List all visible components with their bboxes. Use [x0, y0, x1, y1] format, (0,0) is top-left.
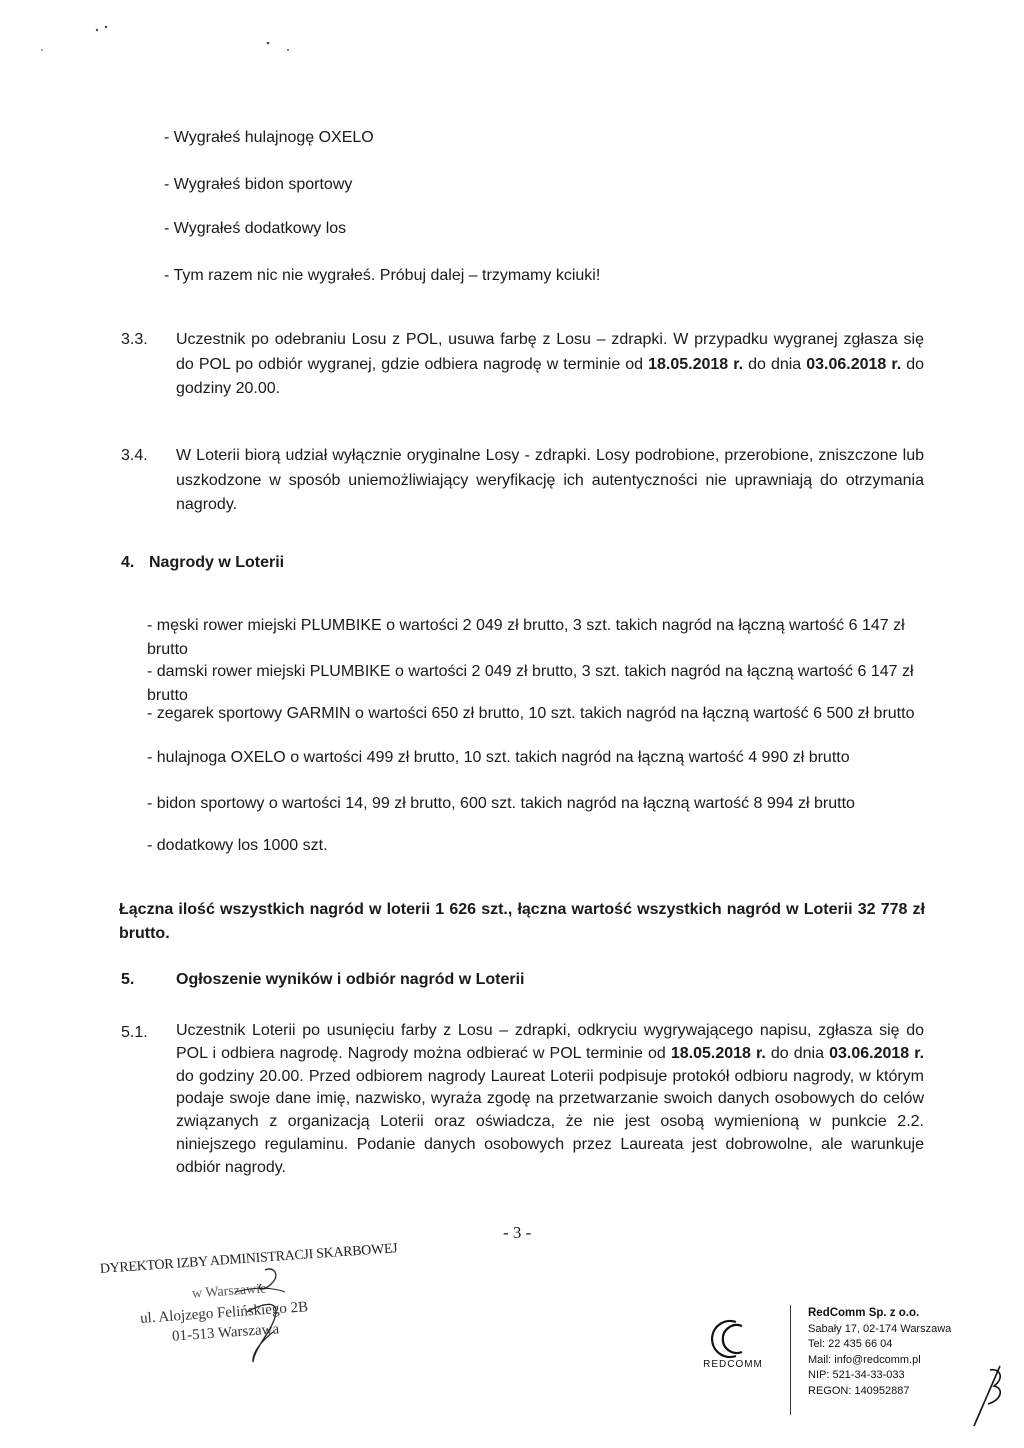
company-regon: REGON: 140952887	[808, 1384, 910, 1397]
section-heading: Ogłoszenie wyników i odbiór nagród w Loterii	[176, 971, 525, 988]
prize-item: - bidon sportowy o wartości 14, 99 zł brutto, 600 szt. takich nagród na łączną wartość 8 994 zł brutto	[147, 795, 855, 812]
official-stamp	[99, 1241, 398, 1370]
section-number: 3.3.	[121, 331, 148, 348]
section-5-1-text: Uczestnik Loterii po usunięciu farby z Losu – zdrapki, odkryciu wygrywającego napisu, zgłasza się do POL i odbiera nagrodę. Nagrody można odbierać w POL terminie od 18.05.2018 r. do dnia 03.06.2018 r. do godziny 20.00. Przed odbiorem nagrody Laureat Loterii podpisuje protokół odbioru nagrody, w którym podaje swoje dane imię, nazwisko, wyraża zgodę na przetwarzanie swoich danych osobowych do celów związanych z organizacją Loterii oraz oświadcza, że nie jest osobą wymienioną w punkcie 2.2. niniejszego regulaminu. Podanie danych osobowych przez Laureata jest dobrowolne, ale warunkuje odbiór nagrody.	[176, 1022, 925, 1176]
page-number: - 3 -	[503, 1223, 532, 1242]
scan-specks	[0, 0, 400, 60]
company-info	[808, 1306, 951, 1399]
prizes-total: Łączna ilość wszystkich nagród w loterii 1 626 szt., łączna wartość wszystkich nagród w Loterii 32 778 zł brutto.	[119, 901, 925, 942]
list-item: - Wygrałeś dodatkowy los	[164, 220, 347, 237]
section-number: 4.	[121, 554, 135, 571]
stamp-line: w Warszawie	[191, 1281, 267, 1302]
section-number: 5.1.	[121, 1024, 148, 1041]
section-number: 3.4.	[121, 447, 148, 464]
handwritten-signature	[225, 1262, 295, 1372]
company-mail: Mail: info@redcomm.pl	[808, 1353, 921, 1366]
stamp-line: DYREKTOR IZBY ADMINISTRACJI SKARBOWEJ	[99, 1241, 398, 1277]
logo-wordmark: REDCOMM	[703, 1359, 763, 1368]
stamp-line: ul. Alojzego Felińskiego 2B	[139, 1299, 309, 1327]
divider	[790, 1305, 791, 1415]
prize-item: - hulajnoga OXELO o wartości 499 zł brutto, 10 szt. takich nagród na łączną wartość 4 990 zł brutto	[147, 749, 850, 766]
company-name: RedComm Sp. z o.o.	[808, 1307, 920, 1319]
prize-item: - damski rower miejski PLUMBIKE o wartości 2 049 zł brutto, 3 szt. takich nagród na łączną wartość 6 147 zł brutto	[147, 663, 914, 704]
prize-item: - zegarek sportowy GARMIN o wartości 650 zł brutto, 10 szt. takich nagród na łączną wartość 6 500 zł brutto	[147, 705, 915, 722]
prize-item: - męski rower miejski PLUMBIKE o wartości 2 049 zł brutto, 3 szt. takich nagród na łączną wartość 6 147 zł brutto	[147, 617, 905, 658]
company-tel: Tel: 22 435 66 04	[808, 1338, 893, 1350]
section-number: 5.	[121, 971, 135, 988]
stamp-line: 01-513 Warszawa	[171, 1321, 280, 1345]
company-nip: NIP: 521-34-33-033	[808, 1369, 905, 1381]
company-address: Sabały 17, 02-174 Warszawa	[808, 1322, 952, 1335]
list-item: - Tym razem nic nie wygrałeś. Próbuj dalej – trzymamy kciuki!	[164, 267, 601, 284]
list-item: - Wygrałeś bidon sportowy	[164, 176, 353, 193]
initials-signature	[960, 1360, 1010, 1432]
section-3-4-text: W Loterii biorą udział wyłącznie oryginalne Losy - zdrapki. Losy podrobione, przerobione, zniszczone lub uszkodzone w sposób uniemożliwiający weryfikację ich autentyczności nie uprawniają do otrzymania nagrody.	[176, 447, 924, 513]
section-3-3-text: Uczestnik po odebraniu Losu z POL, usuwa farbę z Losu – zdrapki. W przypadku wygranej zgłasza się do POL po odbiór wygranej, gdzie odbiera nagrodę w terminie od 18.05.2018 r. do dnia 03.06.2018 r. do godziny 20.00.	[176, 331, 925, 397]
prize-item: - dodatkowy los 1000 szt.	[147, 837, 328, 854]
redcomm-logo	[692, 1318, 774, 1368]
list-item: - Wygrałeś hulajnogę OXELO	[164, 129, 374, 146]
section-heading: Nagrody w Loterii	[149, 554, 285, 571]
